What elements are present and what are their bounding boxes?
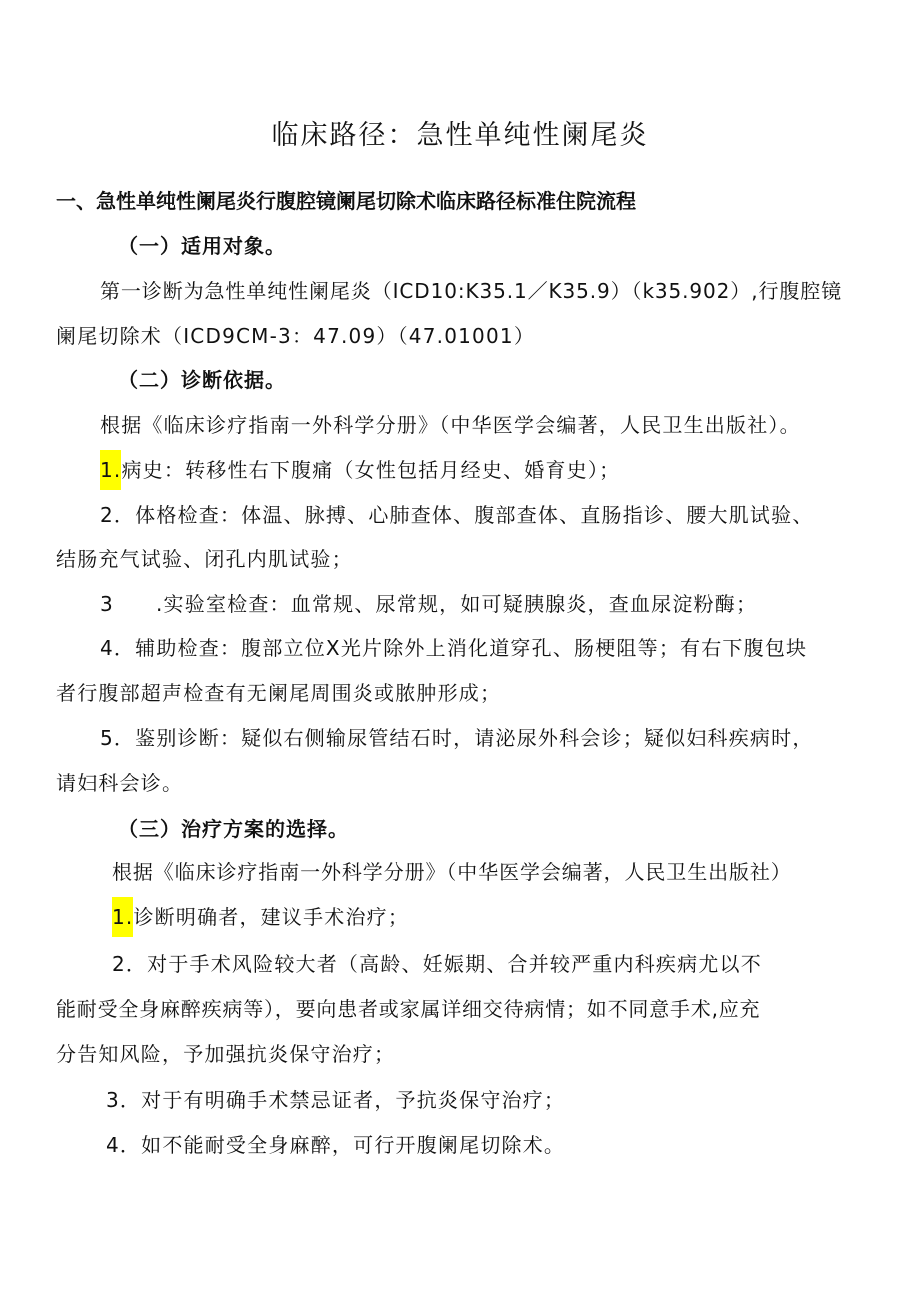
highlighted-number: 1. bbox=[100, 450, 121, 490]
list-item-text: 病史：转移性右下腹痛（女性包括月经史、婚育史）； bbox=[121, 458, 621, 482]
paragraph-line: 者行腹部超声检查有无阑尾周围炎或脓肿形成； bbox=[56, 681, 502, 705]
paragraph-line: 请妇科会诊。 bbox=[56, 771, 184, 795]
list-item bbox=[112, 903, 409, 937]
list-number: 3 bbox=[100, 592, 114, 616]
paragraph-line: 2．对于手术风险较大者（高龄、妊娠期、合并较严重内科疾病尤以不 bbox=[112, 952, 762, 976]
subsection-heading-applicable: （一）适用对象。 bbox=[118, 234, 286, 258]
list-item-text: 诊断明确者，建议手术治疗； bbox=[133, 905, 410, 929]
list-item bbox=[100, 456, 620, 490]
list-item-text: .实验室检查：血常规、尿常规，如可疑胰腺炎，查血尿淀粉酶； bbox=[156, 592, 758, 616]
section-heading-1: 一、急性单纯性阑尾炎行腹腔镜阑尾切除术临床路径标准住院流程 bbox=[56, 189, 636, 213]
paragraph-line: 第一诊断为急性单纯性阑尾炎（ICD10:K35.1／K35.9）（k35.902）,行腹腔镜 bbox=[100, 279, 843, 303]
paragraph-line: 4．如不能耐受全身麻醉，可行开腹阑尾切除术。 bbox=[106, 1133, 566, 1157]
subsection-heading-diagnosis: （二）诊断依据。 bbox=[118, 368, 286, 392]
paragraph-line: 能耐受全身麻醉疾病等），要向患者或家属详细交待病情；如不同意手术,应充 bbox=[56, 997, 761, 1021]
paragraph-line: 分告知风险，予加强抗炎保守治疗； bbox=[56, 1042, 396, 1066]
highlighted-number: 1. bbox=[112, 897, 133, 937]
paragraph-line: 2．体格检查：体温、脉搏、心肺查体、腹部查体、直肠指诊、腰大肌试验、 bbox=[100, 503, 814, 527]
list-item bbox=[100, 590, 757, 618]
paragraph-line: 4．辅助检查：腹部立位X光片除外上消化道穿孔、肠梗阻等；有右下腹包块 bbox=[100, 636, 808, 660]
paragraph-line: 3．对于有明确手术禁忌证者，予抗炎保守治疗； bbox=[106, 1088, 566, 1112]
paragraph-line: 5．鉴别诊断：疑似右侧输尿管结石时，请泌尿外科会诊；疑似妇科疾病时， bbox=[100, 726, 814, 750]
paragraph-line: 根据《临床诊疗指南一外科学分册》（中华医学会编著，人民卫生出版社） bbox=[112, 860, 792, 884]
subsection-heading-treatment: （三）治疗方案的选择。 bbox=[118, 817, 349, 841]
paragraph-line: 阑尾切除术（ICD9CM-3：47.09）（47.01001） bbox=[56, 324, 536, 348]
paragraph-line: 根据《临床诊疗指南一外科学分册》（中华医学会编著，人民卫生出版社）。 bbox=[100, 413, 801, 437]
document-title: 临床路径：急性单纯性阑尾炎 bbox=[271, 120, 649, 151]
paragraph-line: 结肠充气试验、闭孔内肌试验； bbox=[56, 547, 353, 571]
